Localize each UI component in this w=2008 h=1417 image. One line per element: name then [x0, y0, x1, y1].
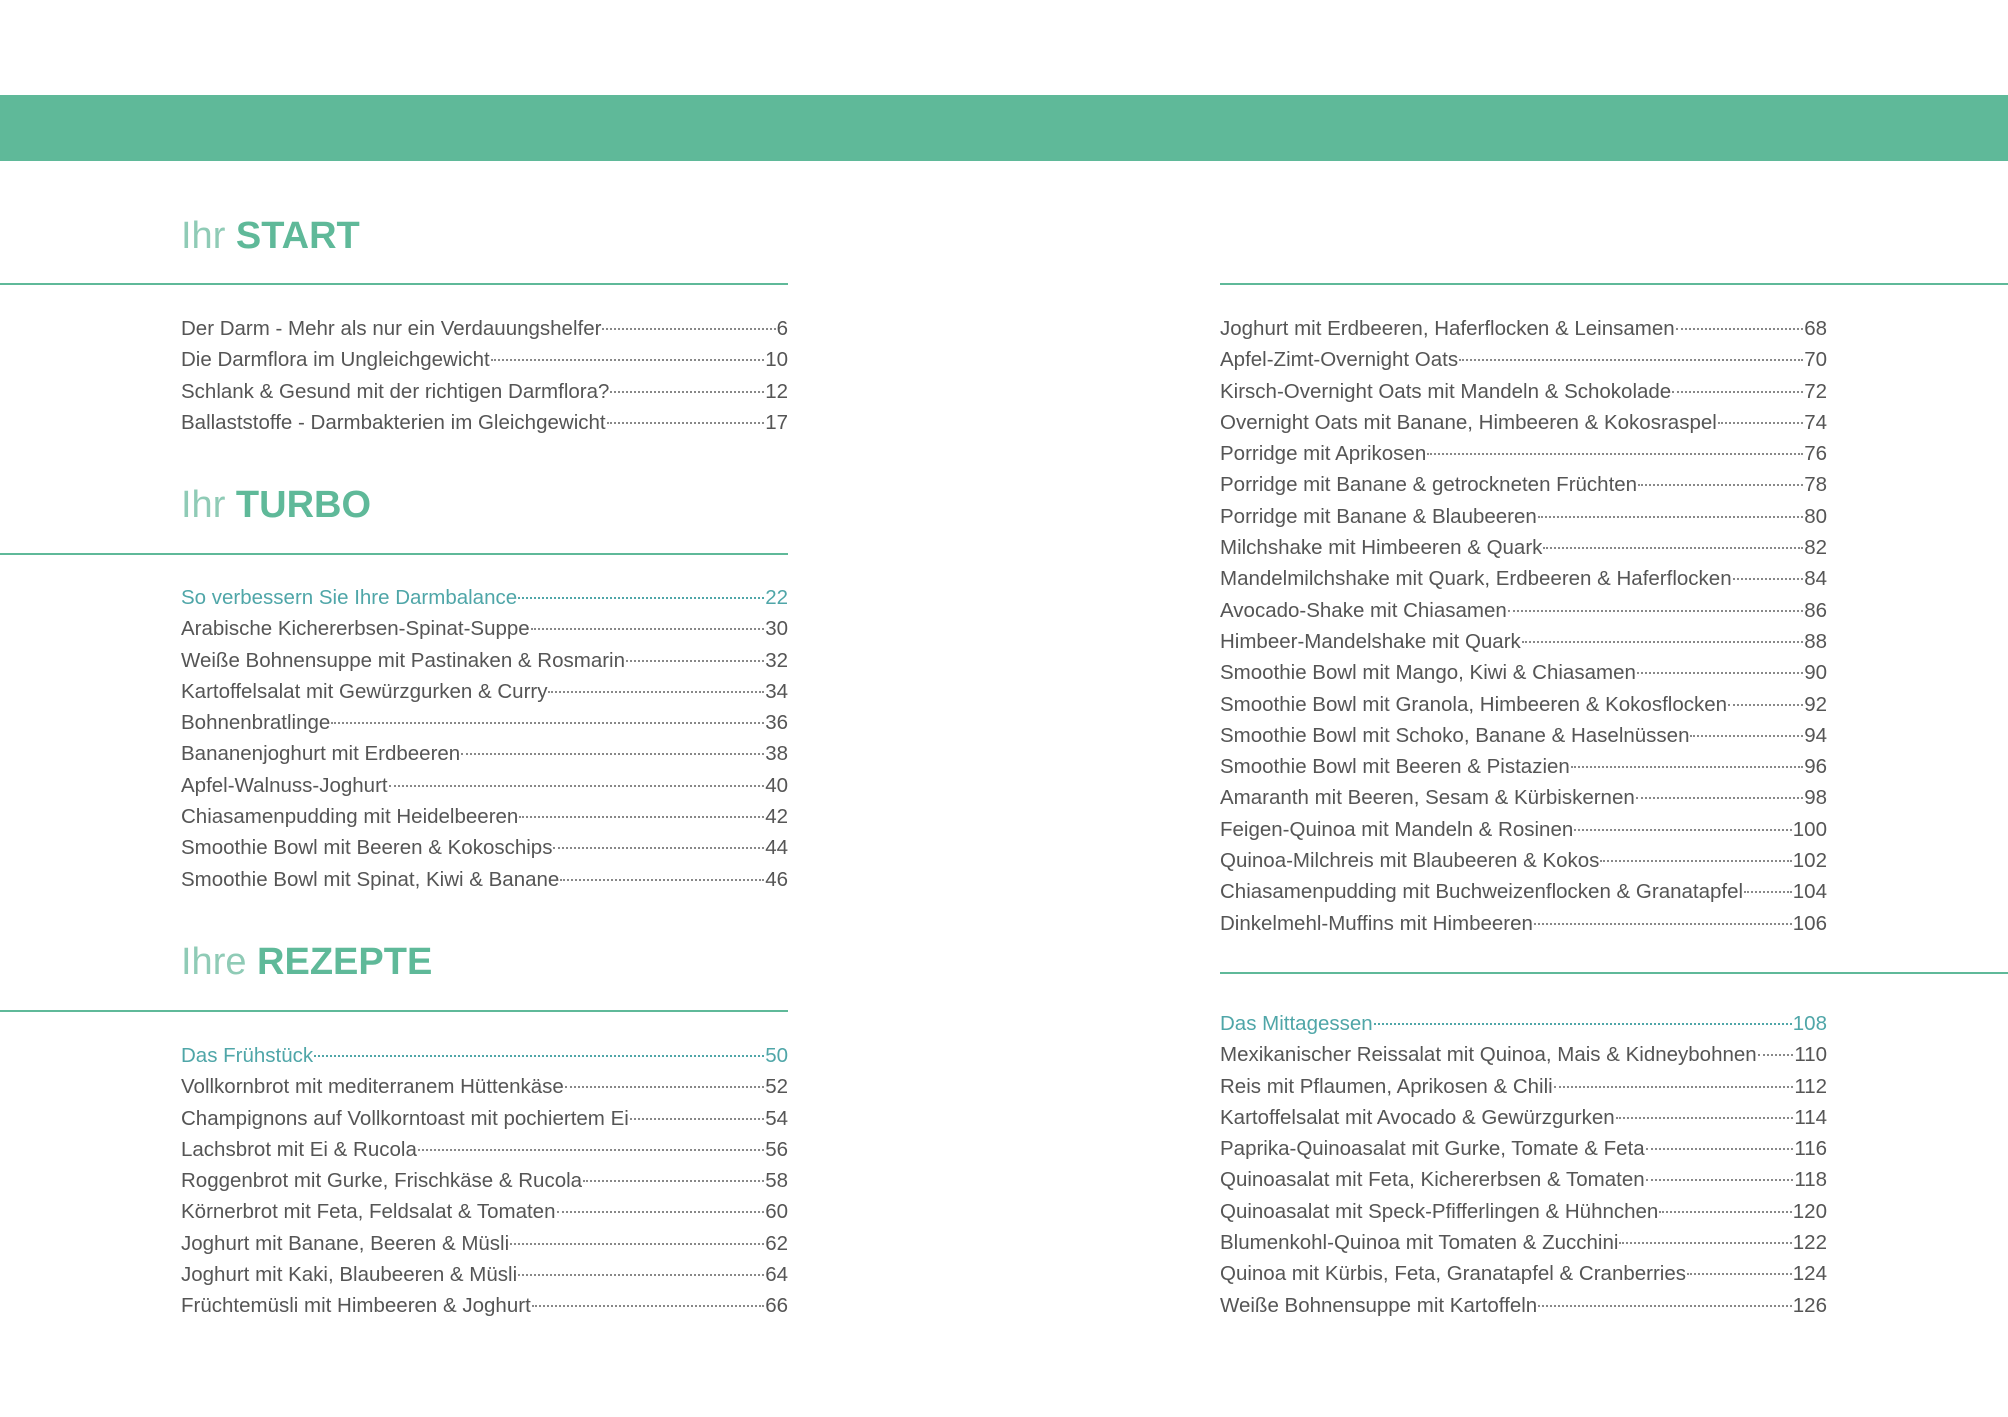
toc-list-start	[181, 313, 788, 438]
toc-entry[interactable]	[1220, 532, 1827, 563]
heading-bold-text: REZEPTE	[257, 941, 433, 983]
toc-entry[interactable]	[181, 407, 788, 438]
toc-entry[interactable]	[1220, 626, 1827, 657]
toc-entry-title: Smoothie Bowl mit Spinat, Kiwi & Banane	[181, 867, 560, 891]
section-rule-fruehstueck-cont	[1220, 283, 2008, 285]
heading-light-text: Ihr	[181, 215, 226, 257]
toc-entry[interactable]	[1220, 876, 1827, 907]
toc-dot-leader	[314, 1055, 764, 1057]
toc-dot-leader	[1538, 1305, 1792, 1307]
toc-entry-title: Ballaststoffe - Darmbakterien im Gleichgewicht	[181, 410, 606, 434]
toc-entry-title: Joghurt mit Banane, Beeren & Müsli	[181, 1231, 510, 1255]
toc-page-number: 30	[765, 617, 788, 641]
toc-page-number: 76	[1804, 442, 1827, 466]
toc-dot-leader	[560, 879, 764, 881]
toc-entry[interactable]	[181, 1165, 788, 1196]
toc-page-number: 50	[765, 1044, 788, 1067]
toc-page-number: 12	[765, 379, 788, 403]
toc-dot-leader	[1659, 1211, 1791, 1213]
toc-entry-title: Vollkornbrot mit mediterranem Hüttenkäse	[181, 1075, 564, 1099]
toc-entry[interactable]	[181, 1103, 788, 1134]
toc-entry[interactable]	[1220, 407, 1827, 438]
toc-page-number: 56	[765, 1137, 788, 1161]
toc-entry[interactable]	[1220, 376, 1827, 407]
toc-entry[interactable]	[181, 738, 788, 769]
toc-page-number: 122	[1792, 1231, 1827, 1255]
toc-page-number: 108	[1792, 1012, 1827, 1035]
toc-dot-leader	[1744, 891, 1792, 893]
toc-entry-title: Porridge mit Banane & Blaubeeren	[1220, 504, 1537, 528]
toc-entry-title: Körnerbrot mit Feta, Feldsalat & Tomaten	[181, 1200, 556, 1224]
toc-dot-leader	[1646, 1179, 1794, 1181]
toc-entry-title: Himbeer-Mandelshake mit Quark	[1220, 629, 1521, 653]
toc-page-number: 6	[776, 317, 788, 340]
toc-page-number: 58	[765, 1169, 788, 1193]
toc-dot-leader	[583, 1180, 764, 1182]
toc-entry-title: Kartoffelsalat mit Gewürzgurken & Curry	[181, 679, 548, 703]
toc-entry-title: Milchshake mit Himbeeren & Quark	[1220, 536, 1543, 560]
toc-page-number: 40	[765, 773, 788, 797]
toc-entry[interactable]	[181, 313, 788, 344]
toc-dot-leader	[1718, 422, 1803, 424]
toc-entry-title: Joghurt mit Kaki, Blaubeeren & Müsli	[181, 1263, 518, 1287]
toc-chapter-link[interactable]	[1220, 1008, 1827, 1039]
toc-entry[interactable]	[1220, 1258, 1827, 1289]
toc-entry-title: Kartoffelsalat mit Avocado & Gewürzgurken	[1220, 1105, 1615, 1129]
section-rule-rezepte	[0, 1010, 788, 1012]
toc-page-number: 44	[765, 836, 788, 860]
toc-page-number: 62	[765, 1231, 788, 1255]
toc-entry[interactable]	[1220, 469, 1827, 500]
toc-dot-leader	[331, 722, 764, 724]
toc-page-number: 94	[1804, 723, 1827, 747]
toc-list-turbo	[181, 582, 788, 895]
toc-page-number: 90	[1804, 661, 1827, 685]
toc-dot-leader	[1374, 1023, 1792, 1025]
toc-entry[interactable]	[181, 1071, 788, 1102]
toc-dot-leader	[1687, 1273, 1792, 1275]
toc-entry-title: Chiasamenpudding mit Heidelbeeren	[181, 805, 519, 829]
toc-page-number: 10	[765, 348, 788, 372]
toc-entry-title: Smoothie Bowl mit Granola, Himbeeren & Kokosflocken	[1220, 692, 1728, 716]
toc-page-number: 112	[1794, 1074, 1827, 1098]
toc-page-number: 92	[1804, 692, 1827, 716]
heading-light-text: Ihre	[181, 941, 247, 983]
toc-page-number: 68	[1804, 317, 1827, 340]
toc-entry[interactable]	[1220, 908, 1827, 939]
toc-dot-leader	[1619, 1242, 1791, 1244]
toc-dot-leader	[1672, 391, 1803, 393]
toc-entry[interactable]	[1220, 501, 1827, 532]
toc-entry-title: Reis mit Pflaumen, Aprikosen & Chili	[1220, 1074, 1553, 1098]
toc-dot-leader	[1646, 1148, 1794, 1150]
toc-page-number: 124	[1792, 1262, 1827, 1286]
toc-page-number: 46	[765, 867, 788, 891]
toc-list-rezepte	[181, 1040, 788, 1322]
toc-entry-title: Apfel-Walnuss-Joghurt	[181, 773, 388, 797]
section-heading-rezepte	[181, 940, 432, 984]
toc-entry-title: Smoothie Bowl mit Mango, Kiwi & Chiasamen	[1220, 661, 1636, 685]
toc-entry[interactable]	[1220, 438, 1827, 469]
toc-page-number: 54	[765, 1106, 788, 1130]
toc-page-number: 120	[1792, 1199, 1827, 1223]
toc-entry-title: Früchtemüsli mit Himbeeren & Joghurt	[181, 1294, 531, 1318]
toc-page-number: 106	[1792, 911, 1827, 935]
toc-entry[interactable]	[181, 344, 788, 375]
toc-entry[interactable]	[1220, 845, 1827, 876]
toc-entry[interactable]	[181, 864, 788, 895]
toc-entry-title: Roggenbrot mit Gurke, Frischkäse & Rucola	[181, 1169, 583, 1193]
toc-dot-leader	[1508, 610, 1803, 612]
toc-chapter-link[interactable]	[181, 1040, 788, 1071]
toc-dot-leader	[418, 1149, 764, 1151]
toc-dot-leader	[602, 328, 775, 330]
toc-entry[interactable]	[1220, 1290, 1827, 1321]
toc-entry[interactable]	[1220, 1164, 1827, 1195]
toc-entry[interactable]	[181, 1290, 788, 1321]
toc-entry-title: Kirsch-Overnight Oats mit Mandeln & Schokolade	[1220, 379, 1672, 403]
toc-entry[interactable]	[1220, 1227, 1827, 1258]
toc-dot-leader	[1534, 923, 1792, 925]
toc-entry-title: Avocado-Shake mit Chiasamen	[1220, 598, 1507, 622]
toc-dot-leader	[491, 359, 764, 361]
toc-page-number: 64	[765, 1263, 788, 1287]
toc-entry[interactable]	[1220, 657, 1827, 688]
toc-dot-leader	[518, 597, 764, 599]
toc-dot-leader	[548, 691, 764, 693]
toc-page-number: 88	[1804, 629, 1827, 653]
toc-entry-title: Porridge mit Aprikosen	[1220, 442, 1427, 466]
toc-page-number: 102	[1792, 849, 1827, 873]
toc-entry[interactable]	[181, 645, 788, 676]
toc-page-number: 98	[1804, 786, 1827, 810]
toc-entry[interactable]	[1220, 814, 1827, 845]
toc-dot-leader	[1690, 735, 1803, 737]
toc-page-number: 84	[1804, 567, 1827, 591]
toc-entry-title: Weiße Bohnensuppe mit Pastinaken & Rosmarin	[181, 648, 626, 672]
toc-entry[interactable]	[1220, 751, 1827, 782]
toc-dot-leader	[1636, 797, 1803, 799]
toc-entry[interactable]	[1220, 1102, 1827, 1133]
toc-dot-leader	[461, 753, 764, 755]
toc-page-number: 116	[1794, 1137, 1827, 1161]
toc-dot-leader	[610, 391, 764, 393]
toc-page-number: 104	[1792, 880, 1827, 904]
toc-chapter-link[interactable]	[181, 582, 788, 613]
toc-entry-title: Smoothie Bowl mit Beeren & Pistazien	[1220, 755, 1570, 779]
toc-entry-title: Paprika-Quinoasalat mit Gurke, Tomate & Feta	[1220, 1137, 1645, 1161]
toc-entry[interactable]	[1220, 720, 1827, 751]
toc-dot-leader	[532, 1305, 764, 1307]
toc-entry-title: Lachsbrot mit Ei & Rucola	[181, 1137, 417, 1161]
toc-entry[interactable]	[181, 1259, 788, 1290]
toc-page-number: 17	[765, 410, 788, 434]
toc-dot-leader	[1616, 1117, 1794, 1119]
toc-entry-title: Champignons auf Vollkorntoast mit pochiertem Ei	[181, 1106, 629, 1130]
toc-page-number: 86	[1804, 598, 1827, 622]
toc-page-number: 96	[1804, 755, 1827, 779]
toc-entry-title: Apfel-Zimt-Overnight Oats	[1220, 348, 1459, 372]
toc-page-number: 82	[1804, 536, 1827, 560]
toc-entry[interactable]	[181, 1228, 788, 1259]
toc-entry-title: Das Mittagessen	[1220, 1012, 1373, 1035]
toc-page-number: 114	[1794, 1105, 1827, 1129]
heading-bold-text: START	[235, 215, 360, 257]
toc-page-number: 42	[765, 805, 788, 829]
toc-dot-leader	[1574, 829, 1792, 831]
toc-page-number: 72	[1804, 379, 1827, 403]
toc-entry-title: Chiasamenpudding mit Buchweizenflocken & Granatapfel	[1220, 880, 1744, 904]
toc-dot-leader	[1637, 672, 1803, 674]
toc-entry-title: So verbessern Sie Ihre Darmbalance	[181, 586, 518, 609]
toc-entry[interactable]	[181, 1134, 788, 1165]
toc-list-mittagessen	[1220, 1008, 1827, 1321]
toc-entry[interactable]	[1220, 313, 1827, 344]
toc-entry[interactable]	[181, 376, 788, 407]
toc-dot-leader	[1733, 578, 1804, 580]
toc-entry[interactable]	[181, 1196, 788, 1227]
toc-page-number: 60	[765, 1200, 788, 1224]
toc-dot-leader	[557, 1211, 765, 1213]
toc-page-number: 126	[1792, 1293, 1827, 1317]
heading-light-text: Ihr	[181, 484, 226, 526]
toc-entry-title: Smoothie Bowl mit Schoko, Banane & Haselnüssen	[1220, 723, 1690, 747]
toc-dot-leader	[1554, 1086, 1794, 1088]
section-heading-start	[181, 214, 360, 258]
toc-dot-leader	[389, 785, 765, 787]
toc-dot-leader	[630, 1118, 764, 1120]
toc-dot-leader	[510, 1243, 764, 1245]
header-band	[0, 95, 2008, 161]
toc-dot-leader	[1427, 453, 1803, 455]
toc-entry-title: Amaranth mit Beeren, Sesam & Kürbiskernen	[1220, 786, 1635, 810]
toc-entry-title: Die Darmflora im Ungleichgewicht	[181, 348, 490, 372]
toc-entry-title: Blumenkohl-Quinoa mit Tomaten & Zucchini	[1220, 1231, 1619, 1255]
toc-entry[interactable]	[1220, 782, 1827, 813]
toc-entry-title: Mandelmilchshake mit Quark, Erdbeeren & Haferflocken	[1220, 567, 1732, 591]
toc-entry-title: Quinoa-Milchreis mit Blaubeeren & Kokos	[1220, 849, 1600, 873]
toc-entry-title: Quinoa mit Kürbis, Feta, Granatapfel & Cranberries	[1220, 1262, 1687, 1286]
toc-entry-title: Joghurt mit Erdbeeren, Haferflocken & Leinsamen	[1220, 317, 1675, 340]
toc-entry[interactable]	[1220, 689, 1827, 720]
toc-entry[interactable]	[1220, 344, 1827, 375]
toc-entry-title: Bohnenbratlinge	[181, 711, 331, 735]
section-rule-start	[0, 283, 788, 285]
toc-entry[interactable]	[1220, 1196, 1827, 1227]
toc-dot-leader	[1728, 704, 1803, 706]
toc-page-number: 32	[765, 648, 788, 672]
toc-entry-title: Feigen-Quinoa mit Mandeln & Rosinen	[1220, 817, 1574, 841]
toc-entry[interactable]	[181, 676, 788, 707]
toc-entry[interactable]	[181, 801, 788, 832]
toc-dot-leader	[1538, 516, 1803, 518]
toc-dot-leader	[531, 628, 764, 630]
toc-dot-leader	[1638, 484, 1803, 486]
toc-page-number: 70	[1804, 348, 1827, 372]
toc-dot-leader	[1676, 328, 1804, 330]
section-rule-turbo	[0, 553, 788, 555]
toc-page-number: 38	[765, 742, 788, 766]
section-rule-mittagessen	[1220, 972, 2008, 974]
toc-entry[interactable]	[1220, 1039, 1827, 1070]
toc-entry-title: Quinoasalat mit Feta, Kichererbsen & Tomaten	[1220, 1168, 1645, 1192]
heading-bold-text: TURBO	[235, 484, 372, 526]
toc-dot-leader	[553, 847, 764, 849]
toc-entry[interactable]	[181, 613, 788, 644]
toc-entry-title: Overnight Oats mit Banane, Himbeeren & Kokosraspel	[1220, 410, 1717, 434]
toc-entry-title: Weiße Bohnensuppe mit Kartoffeln	[1220, 1293, 1538, 1317]
toc-dot-leader	[626, 660, 764, 662]
toc-page-number: 52	[765, 1075, 788, 1099]
toc-entry[interactable]	[1220, 1071, 1827, 1102]
toc-dot-leader	[519, 816, 764, 818]
toc-dot-leader	[518, 1274, 764, 1276]
toc-entry-title: Quinoasalat mit Speck-Pfifferlingen & Hühnchen	[1220, 1199, 1659, 1223]
toc-entry[interactable]	[181, 770, 788, 801]
toc-entry-title: Smoothie Bowl mit Beeren & Kokoschips	[181, 836, 553, 860]
toc-entry-title: Porridge mit Banane & getrockneten Früchten	[1220, 473, 1638, 497]
toc-page-number: 34	[765, 679, 788, 703]
toc-page-number: 66	[765, 1294, 788, 1318]
toc-page-number: 80	[1804, 504, 1827, 528]
toc-entry[interactable]	[181, 832, 788, 863]
toc-dot-leader	[1758, 1054, 1794, 1056]
toc-dot-leader	[565, 1086, 764, 1088]
toc-page-number: 36	[765, 711, 788, 735]
toc-dot-leader	[607, 422, 765, 424]
toc-entry-title: Schlank & Gesund mit der richtigen Darmflora?	[181, 379, 610, 403]
toc-dot-leader	[1571, 766, 1803, 768]
toc-page-number: 74	[1804, 410, 1827, 434]
toc-entry-title: Das Frühstück	[181, 1044, 314, 1067]
toc-entry[interactable]	[181, 707, 788, 738]
toc-entry[interactable]	[1220, 563, 1827, 594]
toc-list-fruehstueck-cont	[1220, 313, 1827, 939]
toc-page-number: 22	[765, 586, 788, 609]
toc-entry[interactable]	[1220, 595, 1827, 626]
toc-dot-leader	[1600, 860, 1791, 862]
section-heading-turbo	[181, 483, 371, 527]
toc-page-number: 100	[1792, 817, 1827, 841]
toc-entry-title: Dinkelmehl-Muffins mit Himbeeren	[1220, 911, 1533, 935]
toc-entry-title: Der Darm - Mehr als nur ein Verdauungshelfer	[181, 317, 602, 340]
toc-dot-leader	[1459, 359, 1803, 361]
toc-dot-leader	[1522, 641, 1803, 643]
toc-entry[interactable]	[1220, 1133, 1827, 1164]
toc-page-number: 118	[1794, 1168, 1827, 1192]
toc-dot-leader	[1543, 547, 1803, 549]
toc-entry-title: Mexikanischer Reissalat mit Quinoa, Mais & Kidneybohnen	[1220, 1043, 1757, 1067]
toc-page-number: 110	[1794, 1043, 1827, 1067]
toc-page-number: 78	[1804, 473, 1827, 497]
toc-entry-title: Bananenjoghurt mit Erdbeeren	[181, 742, 461, 766]
toc-entry-title: Arabische Kichererbsen-Spinat-Suppe	[181, 617, 530, 641]
